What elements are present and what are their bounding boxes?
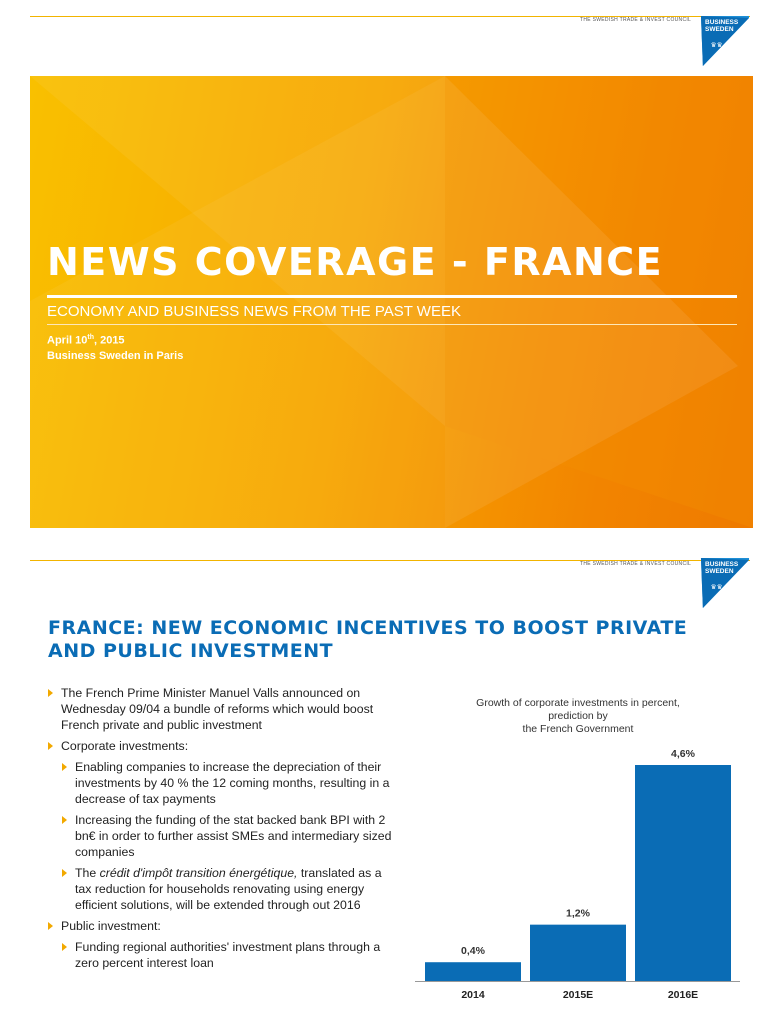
bullet-text: The French Prime Minister Manuel Valls announced on Wednesday 09/04 a bundle of reforms which would boost French private and public investment: [61, 686, 374, 732]
chart-title: [430, 697, 726, 736]
bullet-arrow-icon: [62, 943, 67, 951]
council-label-second: THE SWEDISH TRADE & INVEST COUNCIL: [580, 561, 692, 567]
subtitle-rule: [47, 324, 737, 325]
data-label-2014: 0,4%: [461, 945, 485, 958]
logo-text-second: [705, 561, 738, 575]
bullet-arrow-icon: [62, 763, 67, 771]
date-prefix: April 10: [47, 334, 88, 347]
bullet-text-start: The: [75, 866, 100, 880]
bullet-bpi: [48, 812, 398, 860]
x-tick-2015E: 2015E: [562, 989, 594, 1001]
x-tick-2014: 2014: [461, 989, 485, 1001]
logo-line1: BUSINESS: [705, 19, 739, 26]
date-year: , 2015: [93, 334, 125, 347]
data-label-2015E: 1,2%: [566, 907, 590, 920]
bullet-arrow-icon: [48, 689, 53, 697]
chart-title-line: prediction by: [548, 710, 608, 722]
cover-title: NEWS COVERAGE - FRANCE: [47, 240, 664, 284]
bar-2015E: [530, 925, 626, 981]
chart-title-line: the French Government: [522, 723, 634, 735]
bar-2014: [425, 962, 521, 981]
bullet-text: Corporate investments:: [61, 739, 189, 753]
logo-line2: SWEDEN: [705, 26, 734, 33]
slide-title: FRANCE: NEW ECONOMIC INCENTIVES TO BOOST PRIVATE AND PUBLIC INVESTMENT: [48, 617, 688, 662]
investment-bar-chart: [410, 740, 750, 1010]
bullet-arrow-icon: [48, 742, 53, 750]
bullet-text: Enabling companies to increase the depreciation of their investments by 40 % the 12 coming months, resulting in a decrease of tax payments: [75, 760, 390, 806]
council-label-top: THE SWEDISH TRADE & INVEST COUNCIL: [580, 17, 692, 23]
logo-line2: SWEDEN: [705, 568, 734, 575]
logo-text-top: [705, 19, 738, 33]
bar-2016E: [635, 765, 731, 981]
bullet-corporate: [48, 738, 398, 754]
bullet-announcement: [48, 685, 398, 733]
bullet-public: [48, 918, 398, 934]
bullet-list: [48, 685, 398, 976]
cover-subtitle: ECONOMY AND BUSINESS NEWS FROM THE PAST WEEK: [47, 303, 461, 320]
bullet-text: Increasing the funding of the stat backed bank BPI with 2 bn€ in order to further assist SMEs and intermediary sized companies: [75, 813, 392, 859]
svg-text:♛♛: ♛♛: [710, 40, 723, 49]
chart-title-line: Growth of corporate investments in percent,: [476, 697, 680, 709]
bullet-credit-impot: [48, 865, 398, 913]
bullet-arrow-icon: [48, 922, 53, 930]
bullet-text-end: translated as a tax reduction for households renovating using energy efficient solutions, will be extended through out 2016: [75, 866, 382, 912]
svg-text:♛♛: ♛♛: [710, 582, 723, 591]
bullet-arrow-icon: [62, 869, 67, 877]
title-rule: [47, 295, 737, 298]
cover-author: Business Sweden in Paris: [47, 350, 184, 362]
x-tick-2016E: 2016E: [667, 989, 699, 1001]
bullet-text: Funding regional authorities' investment plans through a zero percent interest loan: [75, 940, 381, 970]
cover-banner: [30, 76, 753, 528]
bullet-regional: [48, 939, 398, 971]
bullet-arrow-icon: [62, 816, 67, 824]
cover-date: [47, 334, 125, 347]
bullet-depreciation: [48, 759, 398, 807]
logo-line1: BUSINESS: [705, 561, 739, 568]
bullet-text-italic: crédit d'impôt transition énergétique,: [99, 866, 298, 880]
data-label-2016E: 4,6%: [671, 748, 695, 760]
bullet-text: Public investment:: [61, 919, 161, 933]
date-suffix: th: [87, 334, 94, 341]
banner-triangles: [30, 76, 753, 528]
